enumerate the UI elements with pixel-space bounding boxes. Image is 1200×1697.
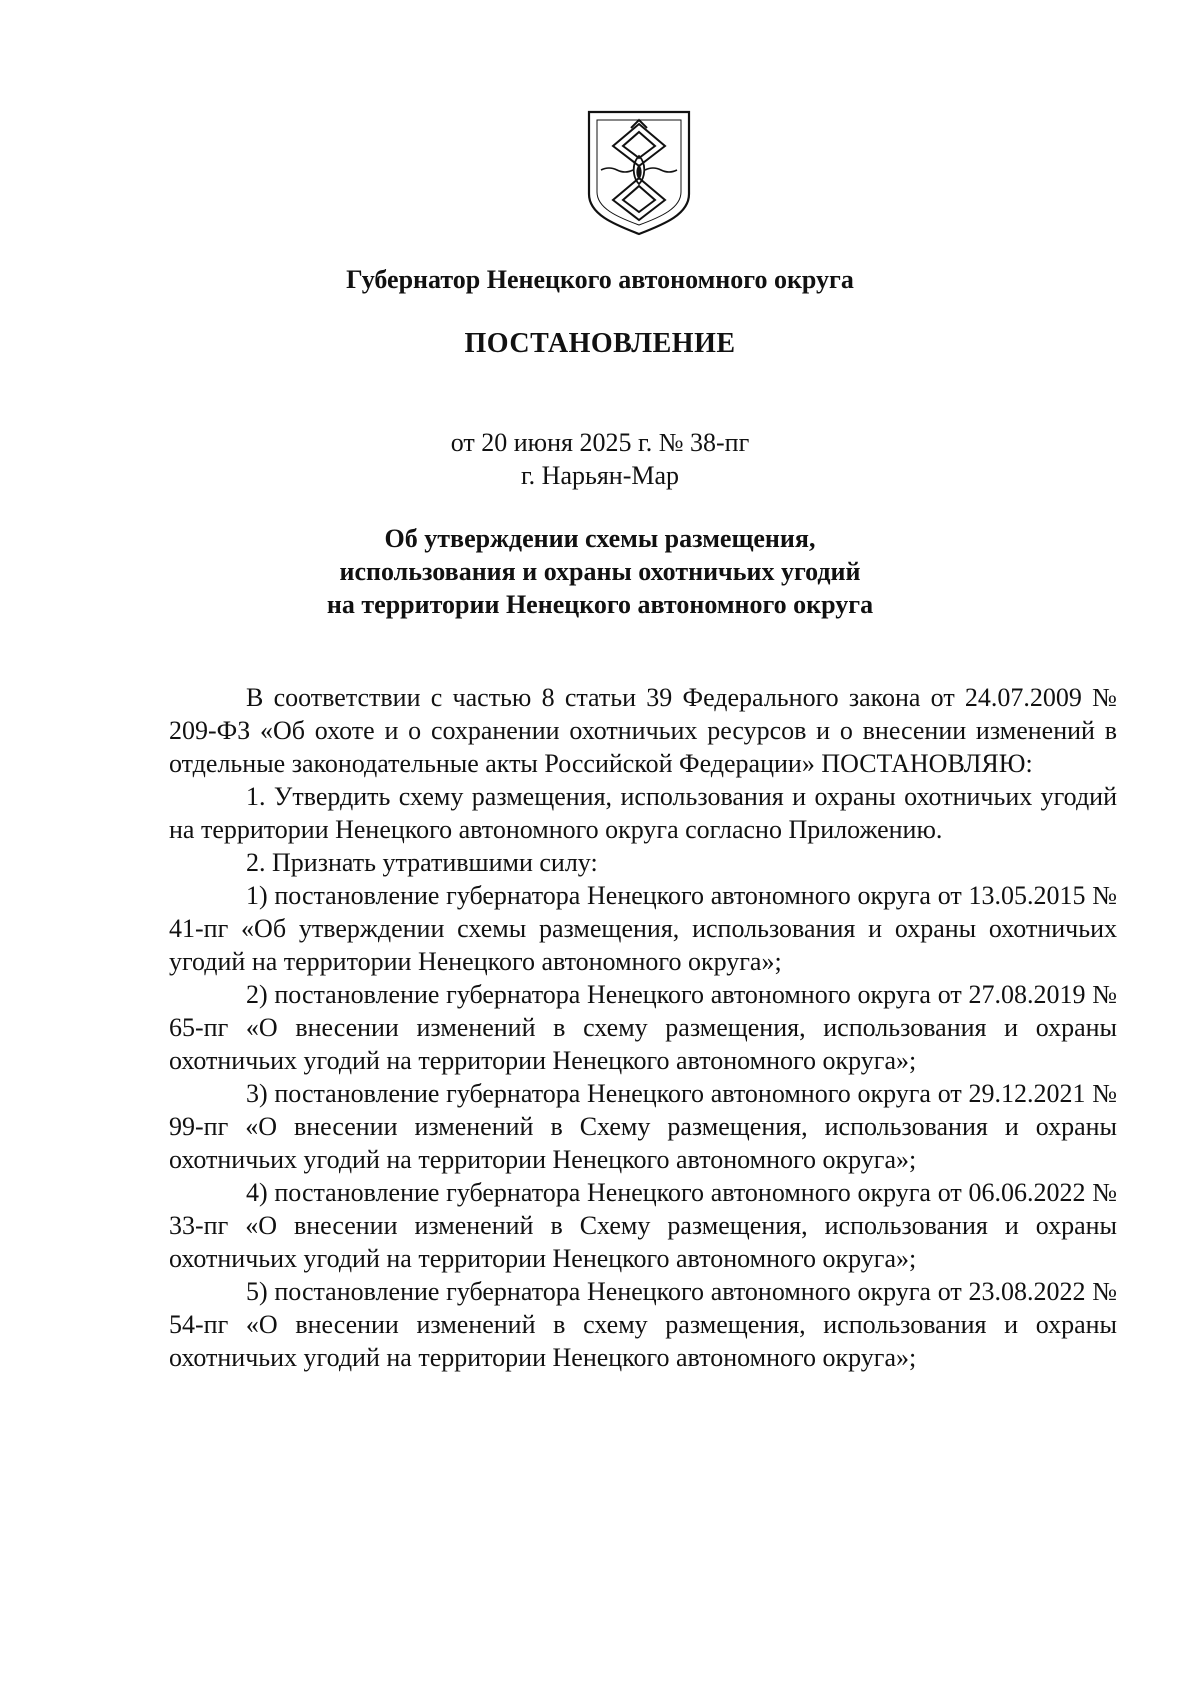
document-date-number: от 20 июня 2025 г. № 38-пг — [450, 428, 750, 457]
document-title — [0, 522, 1200, 621]
item-2-paragraph: 2. Признать утратившими силу: — [246, 848, 598, 877]
subitem-5-paragraph: 5) постановление губернатора Ненецкого автономного округа от 23.08.2022 № 54-пг «О внесении изменений в схему размещения, использования и охраны охотничьих угодий на территории Ненецкого автономного округа»; — [169, 1277, 1117, 1372]
subitem-1-paragraph: 1) постановление губернатора Ненецкого автономного округа от 13.05.2015 № 41-пг «Об утверждении схемы размещения, использования и охраны охотничьих угодий на территории Ненецкого автономного округа»; — [169, 881, 1117, 976]
issuing-authority: Губернатор Ненецкого автономного округа — [346, 265, 854, 294]
subitem-3-paragraph: 3) постановление губернатора Ненецкого автономного округа от 29.12.2021 № 99-пг «О внесении изменений в Схему размещения, использования и охраны охотничьих угодий на территории Ненецкого автономного округа»; — [169, 1079, 1117, 1174]
subitem-2-paragraph: 2) постановление губернатора Ненецкого автономного округа от 27.08.2019 № 65-пг «О внесении изменений в схему размещения, использования и охраны охотничьих угодий на территории Ненецкого автономного округа»; — [169, 980, 1117, 1075]
item-1-paragraph: 1. Утвердить схему размещения, использования и охраны охотничьих угодий на территории Ненецкого автономного округа согласно Приложению. — [169, 782, 1117, 844]
document-type: ПОСТАНОВЛЕНИЕ — [464, 328, 736, 359]
title-line-2: использования и охраны охотничьих угодий — [339, 557, 861, 586]
coat-of-arms-icon — [585, 108, 693, 236]
document-body — [169, 681, 1117, 1374]
title-line-1: Об утверждении схемы размещения, — [384, 524, 816, 553]
subitem-4-paragraph: 4) постановление губернатора Ненецкого автономного округа от 06.06.2022 № 33-пг «О внесении изменений в Схему размещения, использования и охраны охотничьих угодий на территории Ненецкого автономного округа»; — [169, 1178, 1117, 1273]
preamble-paragraph: В соответствии с частью 8 статьи 39 Федерального закона от 24.07.2009 № 209-ФЗ «Об охоте и о сохранении охотничьих ресурсов и о внесении изменений в отдельные законодательные акты Российской Федерации» ПОСТАНОВЛЯЮ: — [169, 683, 1117, 778]
document-city: г. Нарьян-Мар — [520, 461, 680, 490]
title-line-3: на территории Ненецкого автономного округа — [326, 590, 874, 619]
